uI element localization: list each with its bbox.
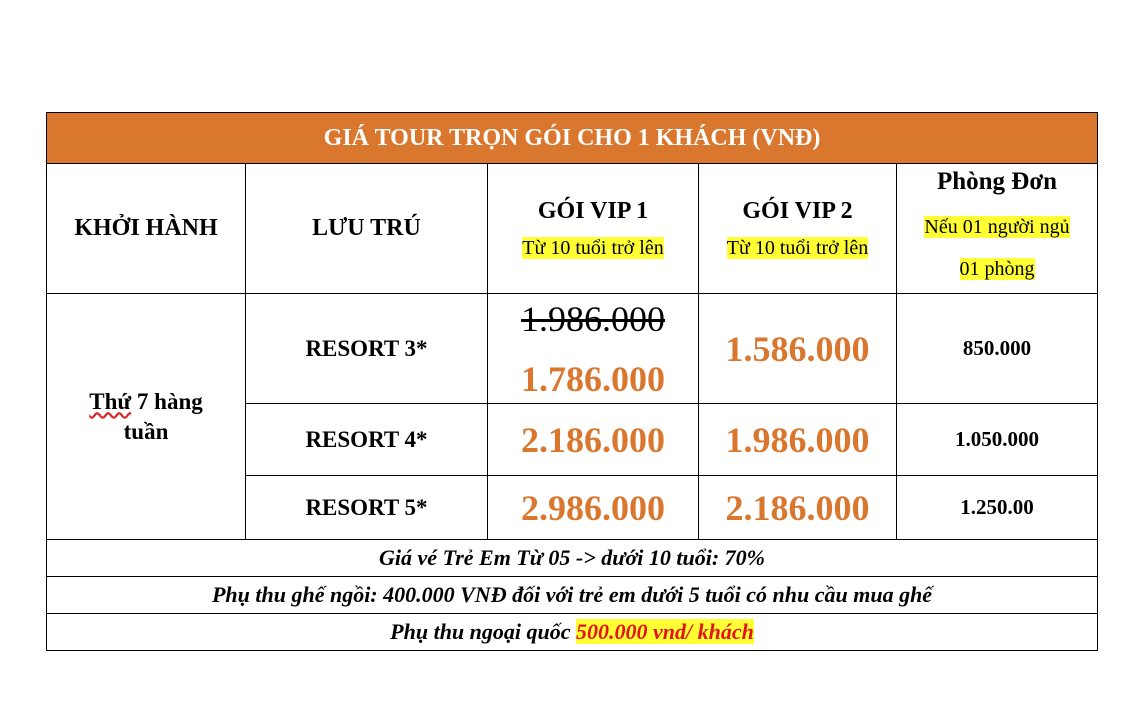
departure-word: Thứ [89, 388, 132, 414]
single-room-note-2: 01 phòng [959, 257, 1035, 280]
vip1-note: Từ 10 tuổi trở lên [522, 236, 664, 259]
foreign-surcharge-value: 500.000 vnd/ khách [576, 619, 754, 644]
single-price: 850.000 [897, 294, 1098, 404]
header-depart: KHỞI HÀNH [47, 164, 246, 294]
departure-cell [47, 294, 246, 540]
resort-3: RESORT 3* [246, 294, 488, 404]
vip2-price: 2.186.000 [699, 476, 897, 540]
single-price: 1.050.000 [897, 404, 1098, 476]
vip1-label: GÓI VIP 1 [537, 197, 649, 224]
vip2-note: Từ 10 tuổi trở lên [726, 236, 869, 259]
single-price: 1.250.00 [897, 476, 1098, 540]
single-room-note-1: Nếu 01 người ngủ [924, 215, 1070, 238]
header-vip2 [699, 164, 897, 294]
single-room-label: Phòng Đơn [936, 167, 1058, 195]
old-price: 1.986.000 [521, 298, 665, 339]
vip1-resort-3 [488, 294, 699, 404]
table-row [47, 294, 1098, 404]
vip2-price: 1.986.000 [699, 404, 897, 476]
vip1-price: 2.986.000 [488, 476, 699, 540]
vip2-label: GÓI VIP 2 [742, 197, 853, 224]
header-single-room [897, 164, 1098, 294]
resort-4: RESORT 4* [246, 404, 488, 476]
foreign-surcharge-label: Phụ thu ngoại quốc [390, 619, 571, 644]
header-row [47, 164, 1098, 294]
header-vip1 [488, 164, 699, 294]
tour-price-table [46, 112, 1098, 651]
vip1-price: 2.186.000 [488, 404, 699, 476]
departure-line1: 7 hàng [131, 388, 203, 414]
seat-surcharge-note: Phụ thu ghế ngồi: 400.000 VNĐ đối với trẻ em dưới 5 tuổi có nhu cầu mua ghế [47, 577, 1098, 614]
departure-line2: tuần [123, 418, 169, 444]
child-price-note: Giá vé Trẻ Em Từ 05 -> dưới 10 tuổi: 70% [47, 540, 1098, 577]
vip1-price: 1.786.000 [521, 358, 665, 399]
foreign-surcharge-note [47, 614, 1098, 651]
resort-5: RESORT 5* [246, 476, 488, 540]
table-title: GIÁ TOUR TRỌN GÓI CHO 1 KHÁCH (VNĐ) [47, 113, 1098, 164]
header-stay: LƯU TRÚ [246, 164, 488, 294]
vip2-price: 1.586.000 [699, 294, 897, 404]
